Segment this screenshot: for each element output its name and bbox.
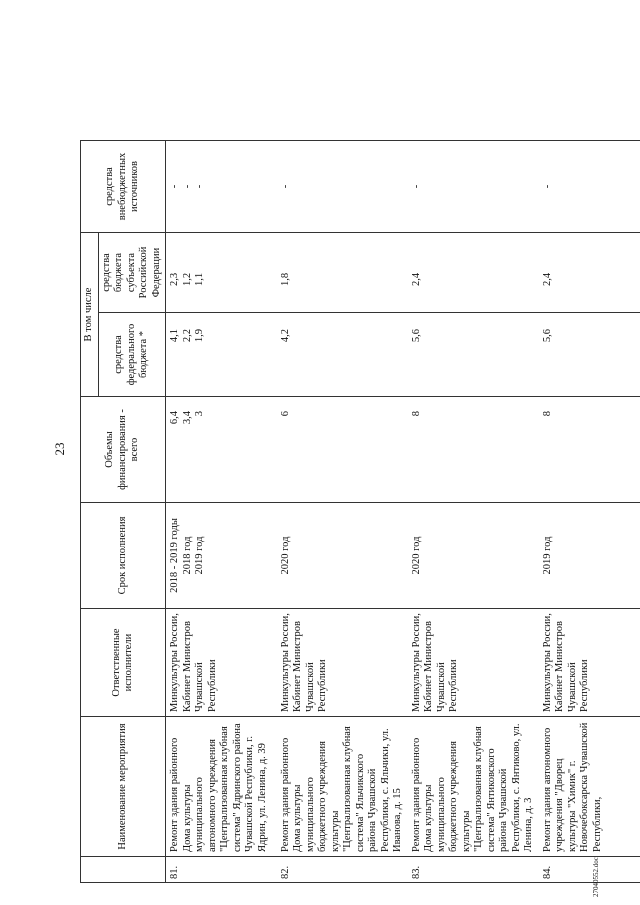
extra-cell: [166, 141, 277, 233]
measure-name: Ремонт здания автономного учреждения "Дворец культуры "Химик" г. Новочебоксарска Чувашской Республики,: [539, 717, 640, 857]
total-cell-value: 6,4: [169, 411, 180, 425]
extra-cell-value: -: [410, 184, 422, 189]
regional-cell-value: 2,4: [541, 272, 553, 286]
federal-cell-value: 1,9: [194, 329, 205, 343]
federal-cell: [408, 313, 539, 397]
extra-cell-value: -: [181, 184, 193, 189]
term-cell: [166, 503, 277, 609]
header-executors: Ответственные исполнители: [81, 609, 166, 717]
executors-cell: Минкультуры России, Кабинет Министров Чувашской Республики: [277, 609, 408, 717]
federal-cell-value: 5,6: [410, 329, 422, 343]
table-row: [539, 141, 640, 883]
table-row: [408, 141, 539, 883]
total-cell-value: 3: [194, 411, 205, 417]
table-row: [166, 141, 277, 883]
header-regional: средства бюджета субъекта Российской Федерации: [98, 233, 166, 313]
funding-table: [80, 140, 640, 883]
row-number: 82.: [277, 857, 408, 883]
extra-cell-value: -: [169, 184, 180, 189]
term-cell-value: 2018 год: [181, 536, 193, 575]
extra-cell-value: -: [194, 184, 205, 189]
measure-name: Ремонт здания районного Дома культуры муниципального бюджетного учреждения культуры "Централизованная клубная система" Янтиковского района Чувашской Республики, с. Янтиково, ул. Ленина, д. 3: [408, 717, 539, 857]
header-federal: средства федерального бюджета *: [98, 313, 166, 397]
total-cell-value: 8: [410, 411, 422, 417]
header-extra: средства внебюджетных источников: [81, 141, 166, 233]
federal-cell: [539, 313, 640, 397]
header-total: Объемы финансирования - всего: [81, 397, 166, 503]
header-term: Срок исполнения: [81, 503, 166, 609]
header-name: Наименование мероприятия: [81, 717, 166, 857]
term-cell-value: 2019 год: [541, 536, 553, 575]
term-cell: [539, 503, 640, 609]
measure-name: Ремонт здания районного Дома культуры муниципального бюджетного учреждения культуры "Централизованная клубная система" Яльчикского района Чувашской Республики, с. Яльчики, ул. Иванова, д. 15: [277, 717, 408, 857]
row-number: 81.: [166, 857, 277, 883]
federal-cell-value: 2,2: [181, 329, 193, 343]
federal-cell: [277, 313, 408, 397]
total-cell: [539, 397, 640, 503]
regional-cell: [408, 233, 539, 313]
regional-cell-value: 2,4: [410, 272, 422, 286]
row-number: 83.: [408, 857, 539, 883]
extra-cell-value: -: [279, 184, 291, 189]
header-including: В том числе: [81, 233, 99, 397]
regional-cell-value: 1,8: [279, 272, 291, 286]
total-cell-value: 3,4: [181, 411, 193, 425]
total-cell-value: 8: [541, 411, 553, 417]
term-cell-value: 2018 - 2019 годы: [169, 518, 180, 593]
executors-cell: Минкультуры России, Кабинет Министров Чувашской Республики: [166, 609, 277, 717]
regional-cell: [277, 233, 408, 313]
total-cell: [166, 397, 277, 503]
federal-cell-value: 5,6: [541, 329, 553, 343]
regional-cell-value: 1,1: [194, 272, 205, 286]
extra-cell: [277, 141, 408, 233]
header-num: [81, 857, 166, 883]
total-cell: [408, 397, 539, 503]
page-number: 23: [52, 442, 67, 456]
executors-cell: Минкультуры России, Кабинет Министров Чувашской Республики: [408, 609, 539, 717]
term-cell-value: 2020 год: [279, 536, 291, 575]
term-cell: [277, 503, 408, 609]
executors-cell: Минкультуры России, Кабинет Министров Чувашской Республики: [539, 609, 640, 717]
measure-name: Ремонт здания районного Дома культуры муниципального автономного учреждения "Централизованная клубная система" Ядринского района Чувашской Республики, г. Ядрин, ул. Ленина, д. 39: [166, 717, 277, 857]
regional-cell-value: 1,2: [181, 272, 193, 286]
extra-cell-value: -: [541, 184, 553, 189]
term-cell-value: 2020 год: [410, 536, 422, 575]
table-row: [277, 141, 408, 883]
total-cell-value: 6: [279, 411, 291, 417]
term-cell: [408, 503, 539, 609]
total-cell: [277, 397, 408, 503]
extra-cell: [539, 141, 640, 233]
term-cell-value: 2019 год: [194, 536, 205, 575]
extra-cell: [408, 141, 539, 233]
row-number: 84.: [539, 857, 640, 883]
federal-cell: [166, 313, 277, 397]
regional-cell: [166, 233, 277, 313]
regional-cell: [539, 233, 640, 313]
regional-cell-value: 2,3: [169, 272, 180, 286]
federal-cell-value: 4,1: [169, 329, 180, 343]
table-body: [166, 141, 640, 883]
federal-cell-value: 4,2: [279, 329, 291, 343]
doc-id: 27040552.doc: [592, 857, 600, 897]
